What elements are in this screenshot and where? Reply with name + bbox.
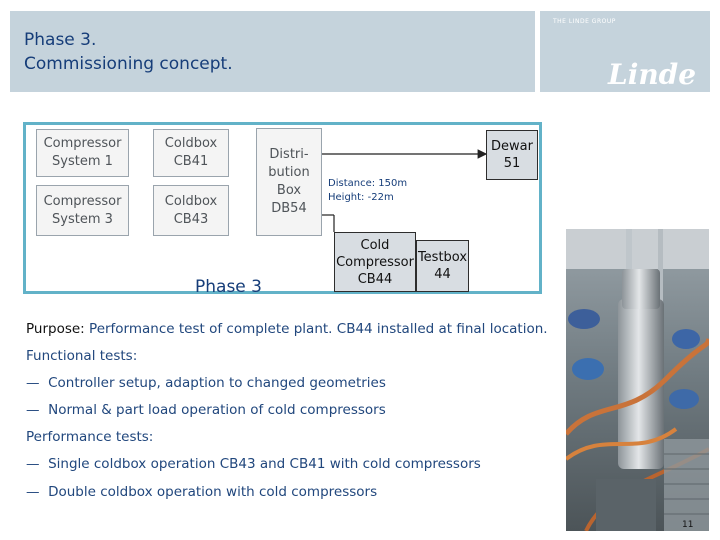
distance-text: Distance: 150m xyxy=(328,178,408,189)
plant-photo xyxy=(566,229,709,531)
functional-heading: Functional tests: xyxy=(26,348,138,364)
purpose-text: Performance test of complete plant. CB44 installed at final location. xyxy=(89,321,548,337)
cold-compressor-cb44: Cold Compressor CB44 xyxy=(334,232,416,292)
performance-item-1: — Single coldbox operation CB43 and CB41 with cold compressors xyxy=(26,456,481,472)
title-line-1: Phase 3. xyxy=(24,30,97,50)
distribution-box-db54: Distri- bution Box DB54 xyxy=(256,128,322,236)
height-text: Height: -22m xyxy=(328,192,394,203)
distance-annotation xyxy=(328,177,407,205)
group-label: THE LINDE GROUP xyxy=(553,18,616,25)
performance-item-2: — Double coldbox operation with cold compressors xyxy=(26,484,378,500)
title-line-2: Commissioning concept. xyxy=(24,54,233,74)
coldbox-cb41: Coldbox CB41 xyxy=(153,129,229,177)
page-number: 11 xyxy=(682,520,694,530)
compressor-system-3: Compressor System 3 xyxy=(36,185,129,236)
phase-label: Phase 3 xyxy=(195,277,262,297)
purpose-line xyxy=(26,321,548,337)
dewar-51: Dewar 51 xyxy=(486,130,538,180)
performance-heading: Performance tests: xyxy=(26,429,154,445)
linde-logo: Linde xyxy=(608,58,697,91)
functional-item-2: — Normal & part load operation of cold compressors xyxy=(26,402,386,418)
purpose-label: Purpose: xyxy=(26,321,85,337)
coldbox-cb43: Coldbox CB43 xyxy=(153,185,229,236)
testbox-44: Testbox 44 xyxy=(416,240,469,292)
compressor-system-1: Compressor System 1 xyxy=(36,129,129,177)
functional-item-1: — Controller setup, adaption to changed geometries xyxy=(26,375,386,391)
